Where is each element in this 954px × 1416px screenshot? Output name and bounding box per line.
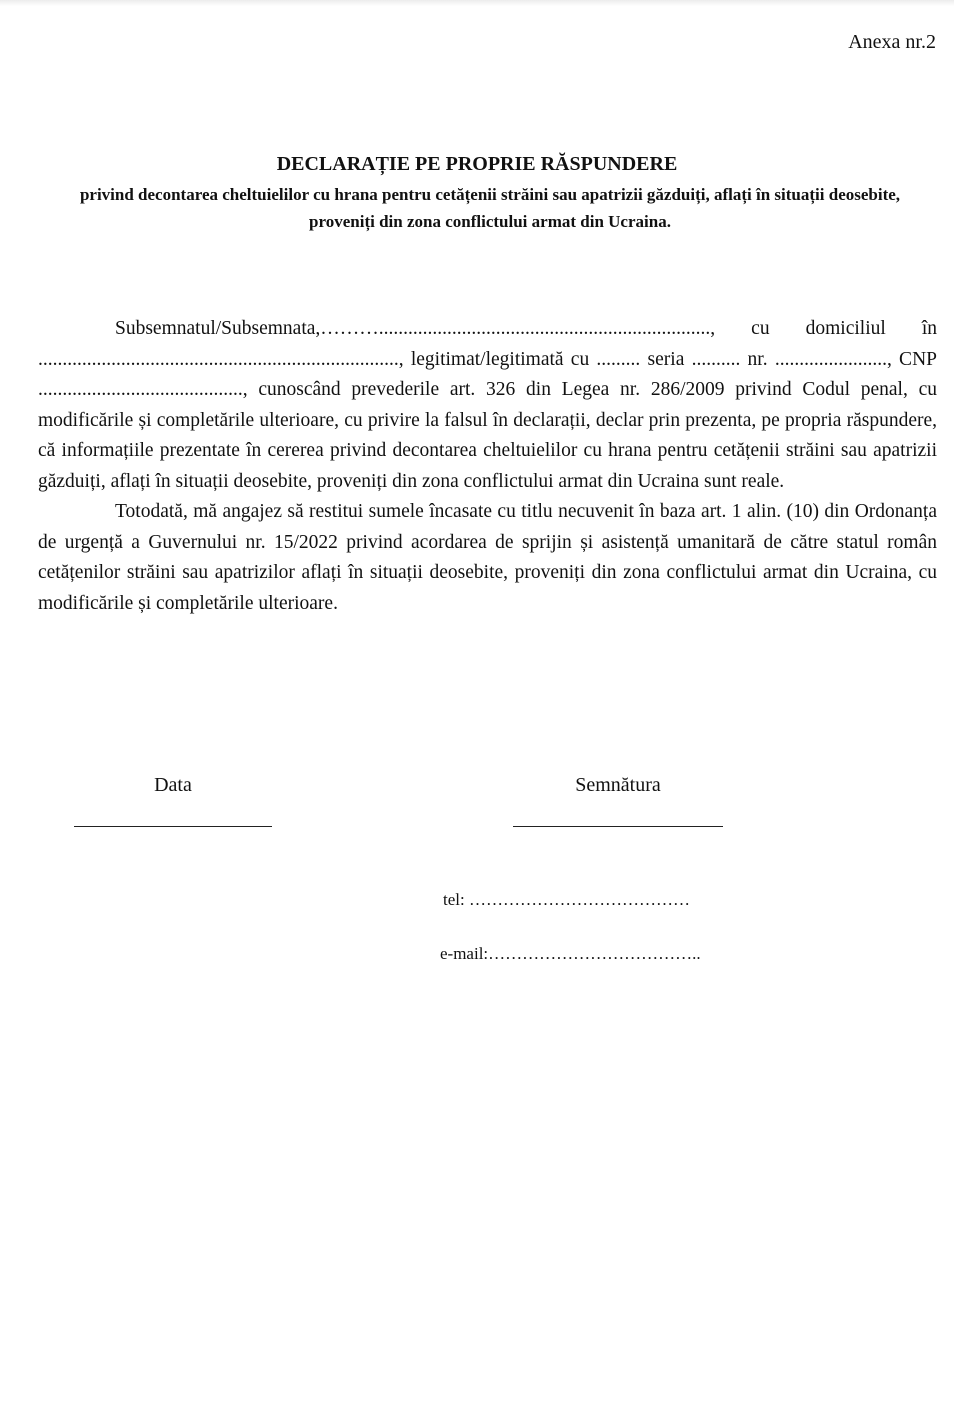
declaration-paragraph-1: Subsemnatul/Subsemnata,………...................................................................., cu domiciliul în .........................................................................., legitimat/legitimată cu ......... seria .......... nr. ......................., CNP .........................................., cunoscând prevederile art. 326 din Legea nr. 286/2009 privind Codul penal, cu modificările și completările ulterioare, cu privire la falsul în declarații, declar prin prezenta, pe propria răspundere, că informațiile prezentate în cererea privind decontarea cheltuielilor cu hrana pentru cetățenii străini sau apatrizii găzduiți, aflați în situații deosebite, proveniți din zona conflictului armat din Ucraina sunt reale. <box>38 318 937 492</box>
phone-field: tel: ………………………………… <box>443 890 690 909</box>
signature-label: Semnătura <box>575 774 661 796</box>
document-title: DECLARAȚIE PE PROPRIE RĂSPUNDERE <box>276 153 678 175</box>
declaration-body <box>38 314 937 619</box>
declaration-paragraph-2: Totodată, mă angajez să restitui sumele încasate cu titlu necuvenit în baza art. 1 alin. (10) din Ordonanța de urgență a Guvernului nr. 15/2022 privind acordarea de sprijin și asistență umanitară de către statul român cetățenilor străini sau apatrizilor aflați în situații deosebite, proveniți din zona conflictului armat din Ucraina, cu modificările și completările ulterioare. <box>38 501 937 614</box>
signature-line <box>513 826 723 827</box>
top-edge-shadow <box>0 0 954 6</box>
date-line <box>74 826 272 827</box>
document-subtitle: privind decontarea cheltuielilor cu hrana pentru cetățenii străini sau apatrizii găzduiți, aflați în situații deosebite, proveniți din zona conflictului armat din Ucraina. <box>79 185 901 231</box>
annex-number: Anexa nr.2 <box>848 31 936 53</box>
date-label: Data <box>154 774 192 796</box>
email-field: e-mail:……………………………….. <box>440 944 701 963</box>
